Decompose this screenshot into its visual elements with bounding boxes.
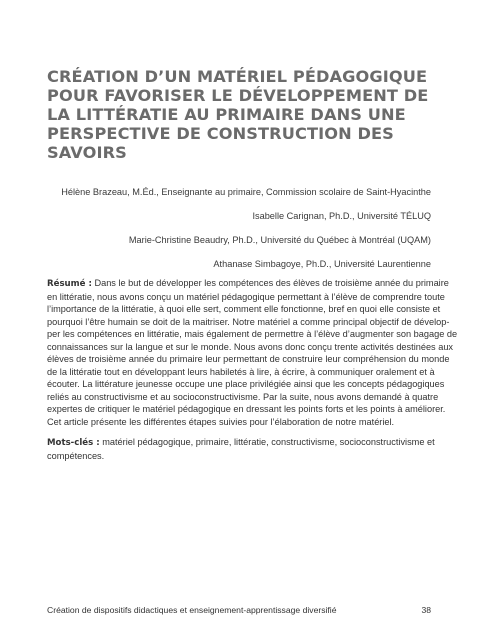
abstract-line: connaissances sur la langue et sur le monde. Nous avons donc conçu trente activités destinées aux — [47, 341, 454, 352]
title-line: CRÉATION D’UN MATÉRIEL PÉDAGOGIQUE — [47, 67, 428, 86]
abstract-line: expertes de critiquer le matériel pédagogique en dressant les points forts et les points à améliorer. — [47, 404, 446, 415]
keywords-label: Mots-clés : — [47, 438, 100, 448]
abstract-line: élèves de troisième année du primaire leur permettant de construire leur compréhension du monde — [47, 354, 450, 365]
abstract-line: reliés au constructivisme et au socioconstructivisme. Par la suite, nous avons demandé à quatre — [47, 391, 439, 402]
title-line: PERSPECTIVE DE CONSTRUCTION DES — [47, 124, 394, 143]
abstract-line: Résumé : Dans le but de développer les compétences des élèves de troisième année du primaire — [47, 278, 449, 289]
series-title: Création de dispositifs didactiques et enseignement-apprentissage diversifié — [47, 605, 337, 615]
title-line: LA LITTÉRATIE AU PRIMAIRE DANS UNE — [47, 105, 406, 124]
keywords — [47, 436, 435, 462]
title-line: POUR FAVORISER LE DÉVELOPPEMENT DE — [47, 86, 429, 105]
abstract-line: en littératie, nous avons conçu un matériel pédagogique permettant à l’élève de comprendre toute — [47, 291, 445, 302]
author-brazeau: Hélène Brazeau, M.Éd., Enseignante au primaire, Commission scolaire de Saint-Hyacinthe — [61, 187, 431, 197]
keywords-line: Mots-clés : matériel pédagogique, primaire, littératie, constructivisme, socioconstructivisme et — [47, 437, 435, 448]
abstract-label: Résumé : — [47, 279, 92, 289]
author-simbagoye: Athanase Simbagoye, Ph.D., Université Laurentienne — [213, 259, 431, 269]
page-number: 38 — [421, 605, 431, 615]
abstract-line: l’importance de la littératie, à quoi elle sert, comment elle fonctionne, bref en quoi elle consiste et — [47, 304, 441, 315]
author-carignan: Isabelle Carignan, Ph.D., Université TÉLUQ — [252, 211, 431, 221]
abstract-line: écouter. La littérature jeunesse occupe une place privilégiée ainsi que les concepts pédagogiques — [47, 379, 445, 390]
abstract — [47, 277, 458, 429]
abstract-line: Cet article présente les différentes étapes suivies pour l’élaboration de notre matériel. — [47, 417, 395, 428]
keywords-line: compétences. — [47, 450, 105, 461]
article-title — [47, 67, 447, 162]
abstract-line: per les compétences en littératie, mais également de permettre à l’élève d’augmenter son bagage de — [47, 329, 458, 340]
abstract-line: pourquoi l’être humain se doit de la maitriser. Notre matériel a comme principal objectif de dévelop- — [47, 316, 450, 327]
title-line: SAVOIRS — [47, 143, 127, 162]
abstract-line: de la littératie tout en développant leurs habiletés à lire, à écrire, à communiquer oralement et à — [47, 366, 435, 377]
page-footer — [47, 605, 431, 617]
author-beaudry: Marie-Christine Beaudry, Ph.D., Université du Québec à Montréal (UQAM) — [128, 235, 431, 245]
